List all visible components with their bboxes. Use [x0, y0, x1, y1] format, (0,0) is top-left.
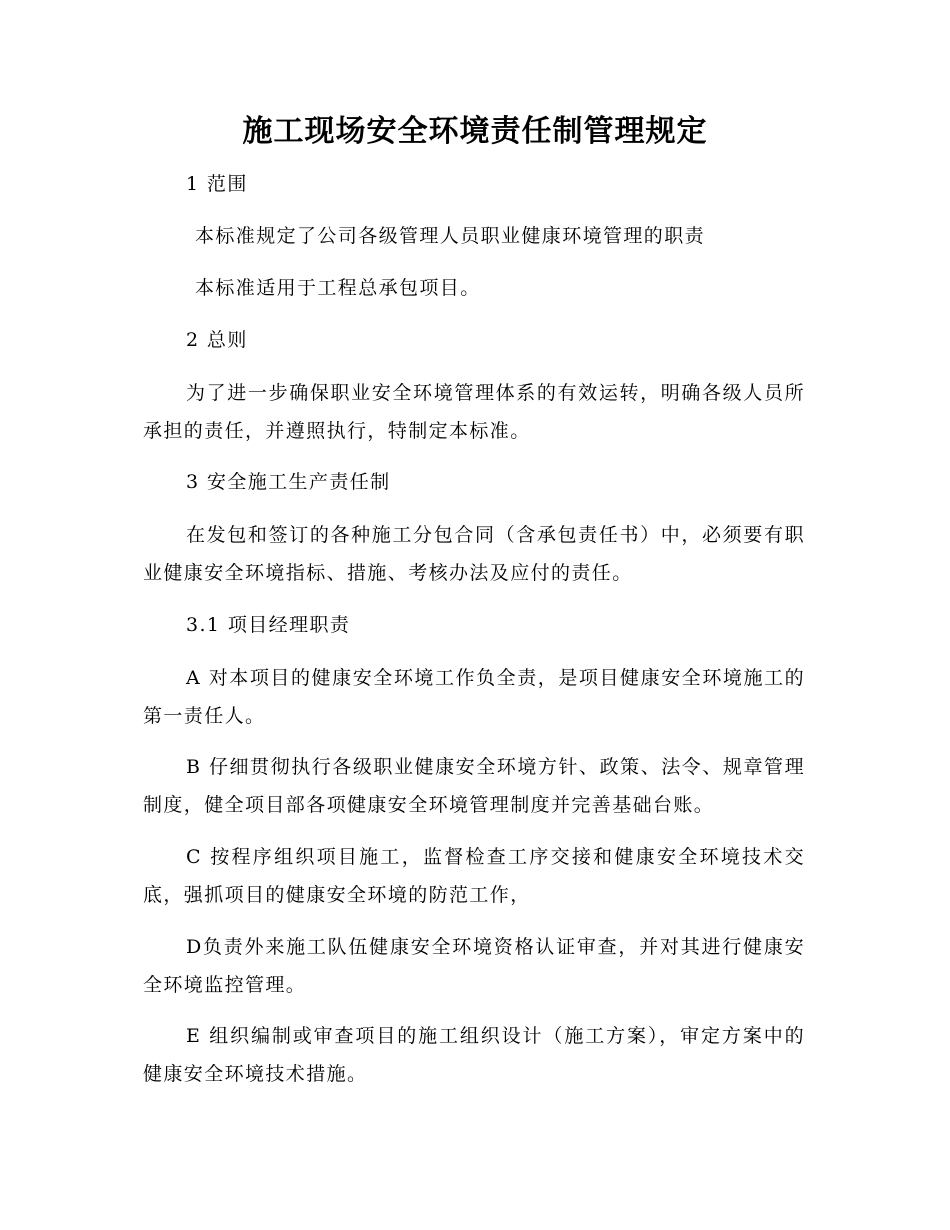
section-heading-scope: 1 范围 [186, 173, 248, 195]
paragraph-duty-e: E 组织编制或审查项目的施工组织设计（施工方案），审定方案中的健康安全环境技术措施。 [143, 1025, 805, 1085]
paragraph-duty-c: C 按程序组织项目施工，监督检查工序交接和健康安全环境技术交底，强抓项目的健康安全环境的防范工作， [143, 846, 805, 906]
section-heading-pm-duties: 3.1 项目经理职责 [186, 614, 351, 636]
paragraph-scope-2: 本标准适用于工程总承包项目。 [195, 277, 481, 299]
paragraph-general: 为了进一步确保职业安全环境管理体系的有效运转，明确各级人员所承担的责任，并遵照执行，特制定本标准。 [143, 382, 805, 442]
paragraph-responsibility: 在发包和签订的各种施工分包合同（含承包责任书）中，必须要有职业健康安全环境指标、措施、考核办法及应付的责任。 [143, 524, 805, 584]
paragraph-duty-d: D负责外来施工队伍健康安全环境资格认证审查，并对其进行健康安全环境监控管理。 [143, 936, 805, 996]
paragraph-duty-b: B 仔细贯彻执行各级职业健康安全环境方针、政策、法令、规章管理制度，健全项目部各项健康安全环境管理制度并完善基础台账。 [143, 756, 805, 816]
document-title: 施工现场安全环境责任制管理规定 [242, 114, 708, 149]
section-heading-general: 2 总则 [186, 329, 248, 351]
paragraph-duty-a: A 对本项目的健康安全环境工作负全责，是项目健康安全环境施工的第一责任人。 [143, 667, 805, 727]
section-heading-responsibility: 3 安全施工生产责任制 [186, 471, 391, 493]
paragraph-scope-1: 本标准规定了公司各级管理人员职业健康环境管理的职责 [195, 225, 706, 247]
